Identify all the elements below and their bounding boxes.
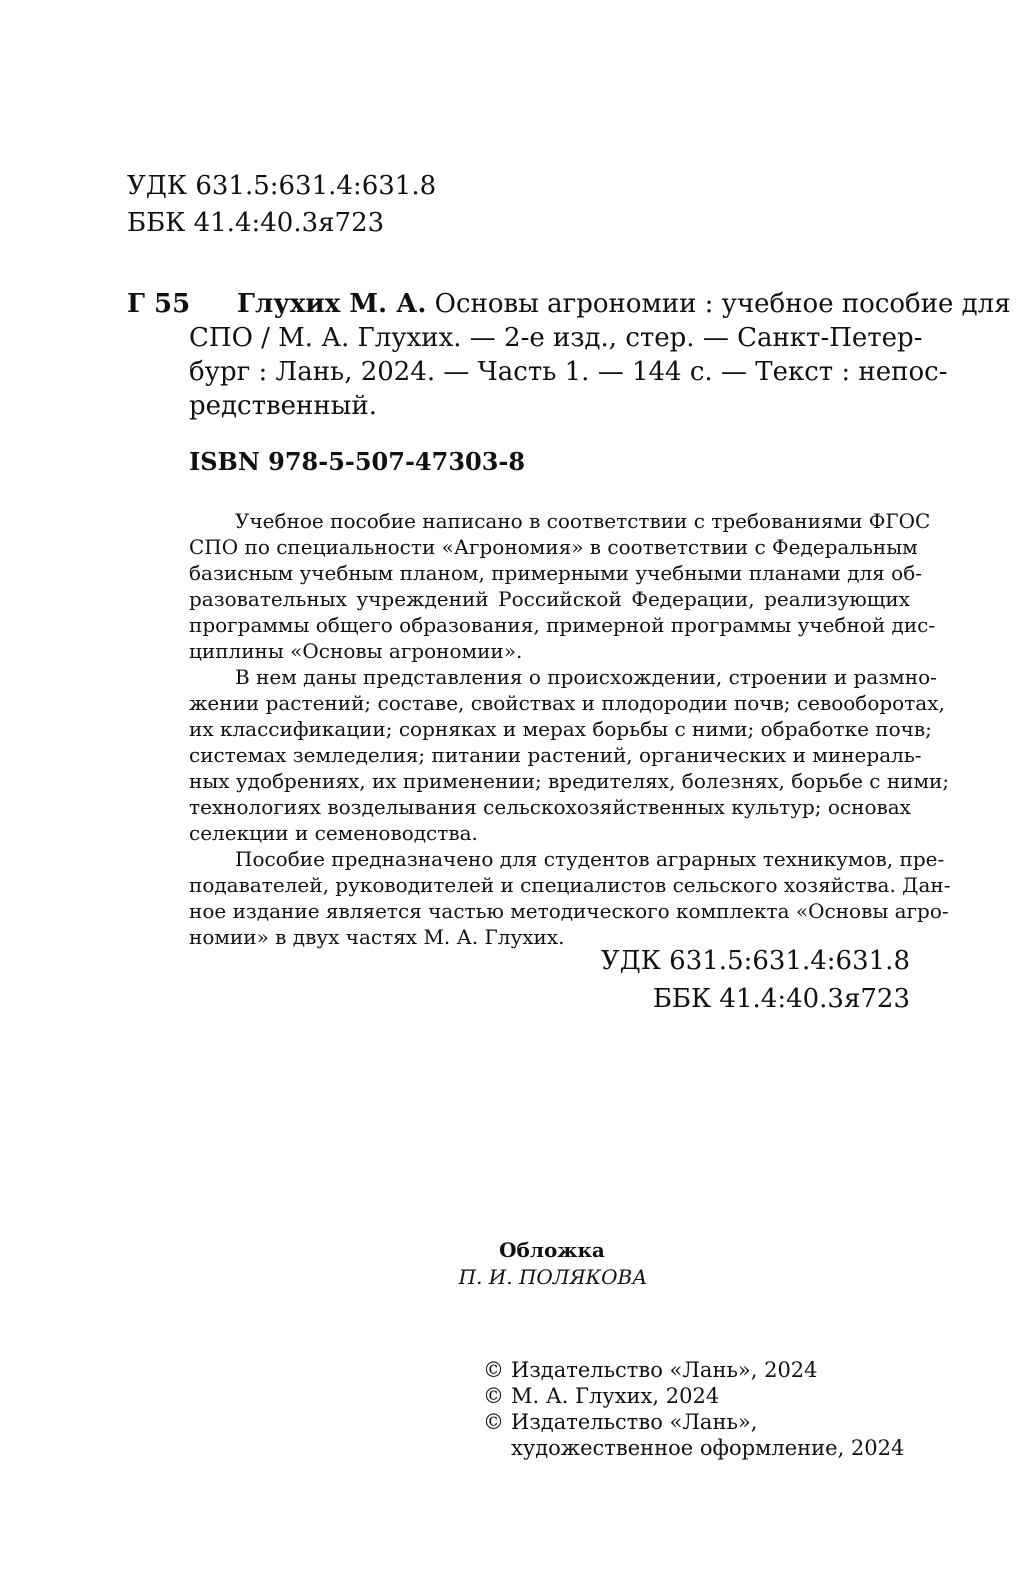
copyright-text: Издательство «Лань», 2024 xyxy=(511,1358,818,1382)
cover-credit xyxy=(0,1237,1024,1291)
classification-top xyxy=(127,168,436,242)
abstract-line: номии» в двух частях М. А. Глухих. xyxy=(189,925,565,949)
copyright-line xyxy=(483,1357,904,1383)
abstract-line: Пособие предназначено для студентов аграрных техникумов, пре- xyxy=(235,847,945,871)
copyright-line-continued: художественное оформление, 2024 xyxy=(511,1436,905,1460)
abstract-line: их классификации; сорняках и мерах борьбы с ними; обработке почв; xyxy=(189,717,932,741)
abstract-line: технологиях возделывания сельскохозяйственных культур; основах xyxy=(189,795,911,819)
abstract-line: программы общего образования, примерной программы учебной дис- xyxy=(189,613,936,637)
abstract-line: подавателей, руководителей и специалистов сельского хозяйства. Дан- xyxy=(189,873,951,897)
abstract-line: ное издание является частью методического комплекта «Основы агро- xyxy=(189,899,949,923)
abstract-line: базисным учебным планом, примерными учебными планами для об- xyxy=(189,561,922,585)
abstract-line: циплины «Основы агрономии». xyxy=(189,639,523,663)
abstract-line: селекции и семеноводства. xyxy=(189,821,478,845)
copyright-icon: © xyxy=(483,1358,504,1382)
bibliographic-entry xyxy=(127,287,1011,423)
udk-code: УДК 631.5:631.4:631.8 xyxy=(600,946,910,976)
copyright-text: М. А. Глухих, 2024 xyxy=(511,1384,720,1408)
copyright-icon: © xyxy=(483,1384,504,1408)
udk-code: УДК 631.5:631.4:631.8 xyxy=(127,171,437,201)
copyright-icon: © xyxy=(483,1410,504,1434)
copyright-line xyxy=(483,1409,904,1435)
copyright-text: Издательство «Лань», xyxy=(511,1410,758,1434)
author-name: Глухих М. А. xyxy=(237,289,427,319)
bbk-code: ББК 41.4:40.3я723 xyxy=(127,208,385,238)
bbk-code: ББК 41.4:40.3я723 xyxy=(652,984,910,1014)
entry-line-1 xyxy=(127,287,1011,321)
isbn: ISBN 978-5-507-47303-8 xyxy=(189,447,526,476)
copyright-block xyxy=(483,1357,904,1461)
cover-label: Обложка xyxy=(499,1238,605,1262)
abstract-line: жении растений; составе, свойствах и плодородии почв; севооборотах, xyxy=(189,691,945,715)
abstract-line: системах земледелия; питании растений, органических и минераль- xyxy=(189,743,922,767)
cover-designer: П. И. ПОЛЯКОВА xyxy=(458,1265,648,1289)
author-mark: Г 55 xyxy=(127,289,191,319)
abstract-line: ных удобрениях, их применении; вредителях, болезнях, борьбе с ними; xyxy=(189,769,950,793)
abstract-line: СПО по специальности «Агрономия» в соответствии с Федеральным xyxy=(189,535,918,559)
copyright-line xyxy=(483,1383,904,1409)
entry-line-4: редственный. xyxy=(189,391,377,421)
abstract xyxy=(189,508,951,950)
abstract-line: Учебное пособие написано в соответствии с требованиями ФГОС xyxy=(235,509,931,533)
entry-line-3: бург : Лань, 2024. — Часть 1. — 144 с. — Текст : непос- xyxy=(189,357,948,387)
title-text: Основы агрономии : учебное пособие для xyxy=(434,289,1011,319)
abstract-line: В нем даны представления о происхождении, строении и размно- xyxy=(235,665,937,689)
classification-bottom xyxy=(601,942,910,1018)
entry-line-2: СПО / М. А. Глухих. — 2-е изд., стер. — Санкт-Петер- xyxy=(189,323,923,353)
abstract-line: разовательных учреждений Российской Федерации, реализующих xyxy=(189,587,910,611)
